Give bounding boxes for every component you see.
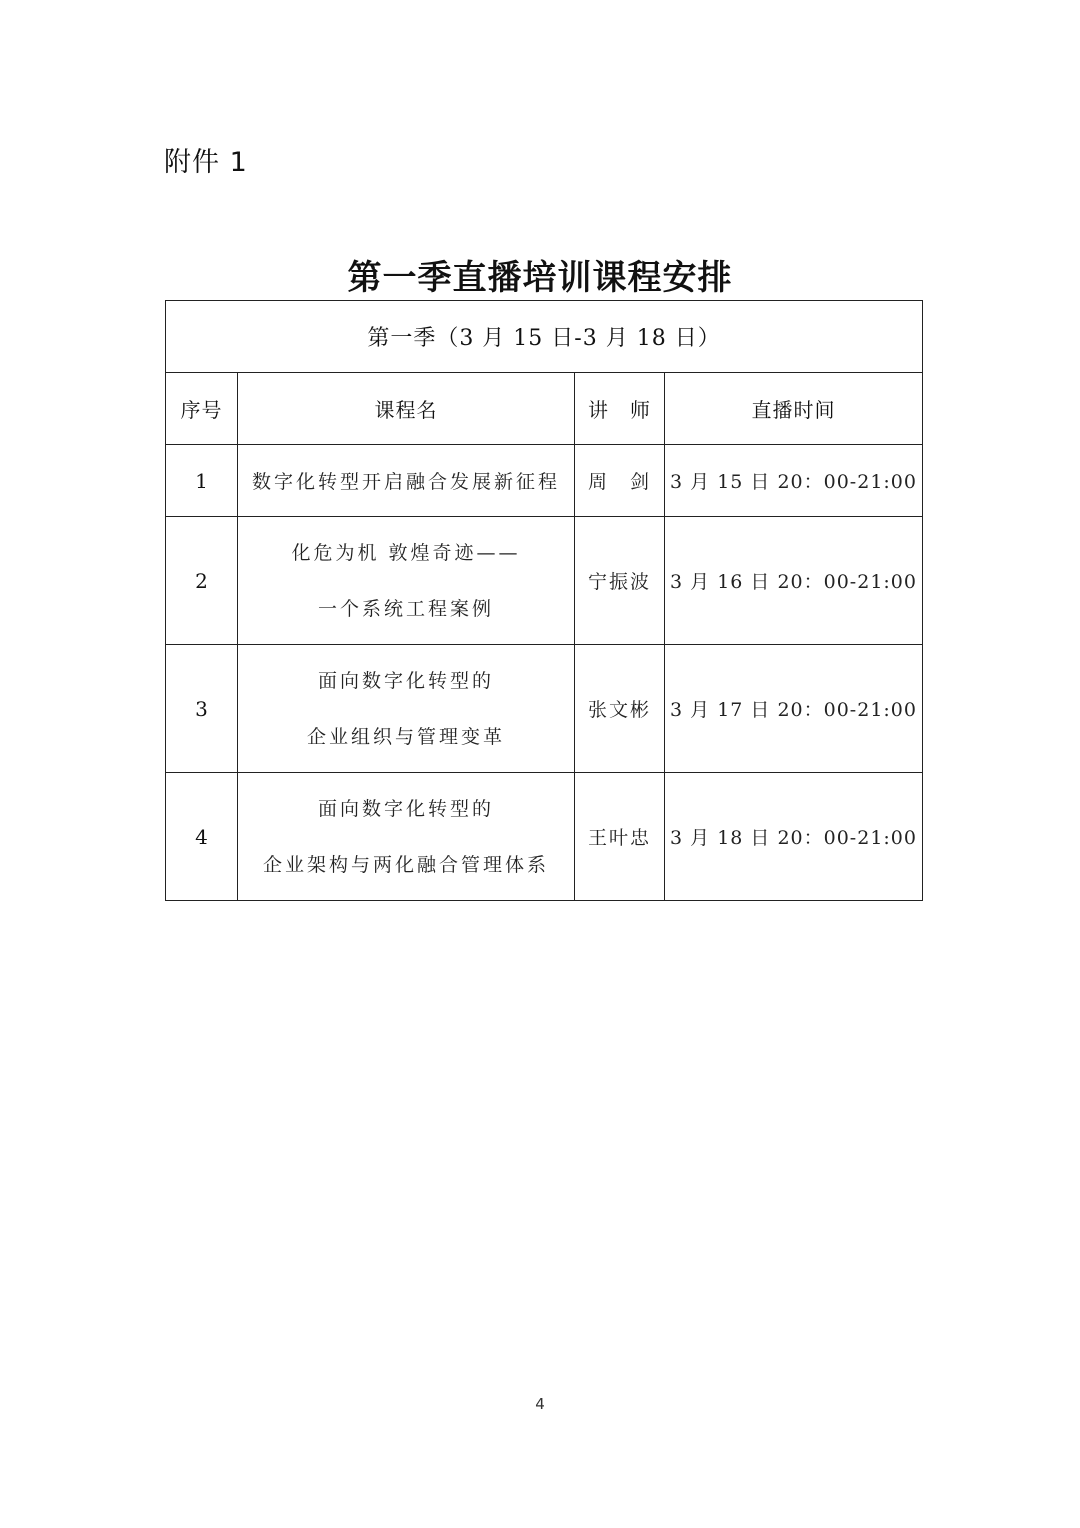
row-lecturer: 张文彬 [575,645,665,773]
page-number: 4 [535,1395,545,1413]
course-line: 企业架构与两化融合管理体系 [262,853,549,876]
row-index: 2 [166,517,238,645]
column-header-row [166,373,923,445]
row-index: 3 [166,645,238,773]
course-line: 面向数字化转型的 [317,797,494,820]
course-line: 企业组织与管理变革 [306,725,505,748]
column-header-lecturer: 讲 师 [575,373,665,445]
column-header-time: 直播时间 [665,373,923,445]
course-line: 化危为机 敦煌奇迹—— [291,541,521,564]
row-index: 1 [166,445,238,517]
table-row [166,773,923,901]
row-time: 3 月 15 日 20：00-21:00 [665,445,923,517]
row-course [238,773,575,901]
attachment-label: 附件 1 [164,147,248,178]
row-course [238,645,575,773]
table-row [166,445,923,517]
document-title: 第一季直播培训课程安排 [347,258,733,298]
table-row [166,645,923,773]
row-index: 4 [166,773,238,901]
row-lecturer: 王叶忠 [575,773,665,901]
row-course [238,517,575,645]
table-row [166,517,923,645]
row-lecturer: 周 剑 [575,445,665,517]
column-header-index: 序号 [166,373,238,445]
season-header-row [166,301,923,373]
row-time: 3 月 16 日 20：00-21:00 [665,517,923,645]
row-course [238,445,575,517]
column-header-course: 课程名 [238,373,575,445]
course-line: 数字化转型开启融合发展新征程 [251,471,560,493]
course-line: 面向数字化转型的 [317,669,494,692]
row-lecturer: 宁振波 [575,517,665,645]
course-line: 一个系统工程案例 [317,597,494,620]
schedule-table [165,300,923,901]
row-time: 3 月 17 日 20：00-21:00 [665,645,923,773]
row-time: 3 月 18 日 20：00-21:00 [665,773,923,901]
season-header: 第一季（3 月 15 日-3 月 18 日） [166,301,923,373]
